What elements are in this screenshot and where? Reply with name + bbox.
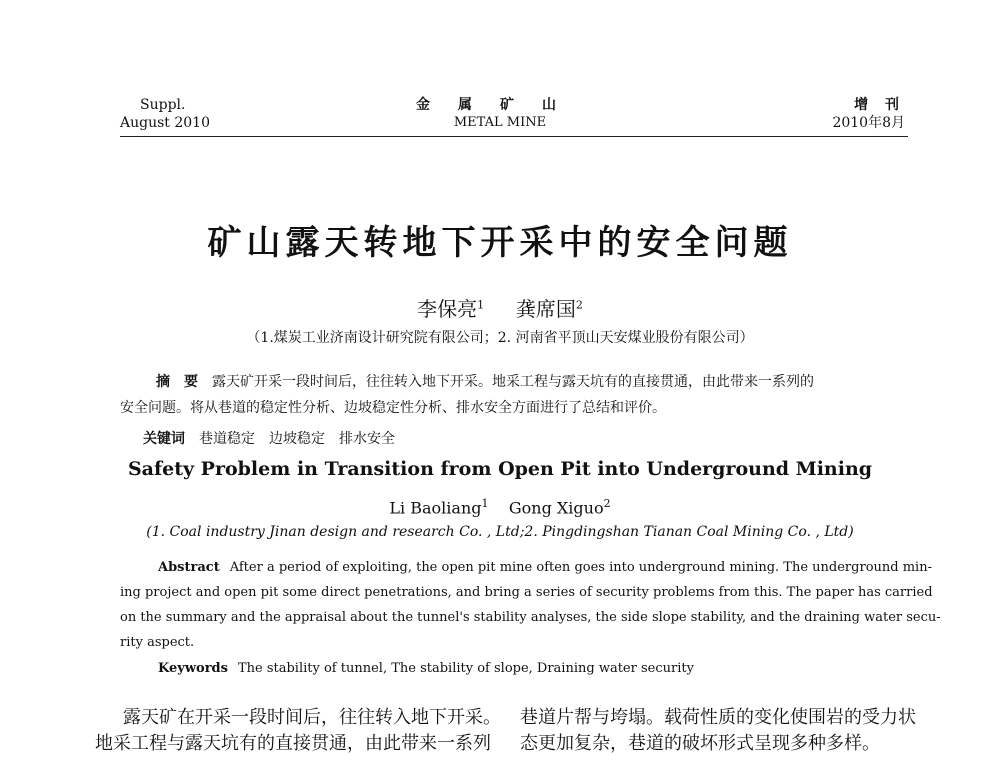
abstract-cn-line-1 [120, 372, 880, 392]
affiliation-en: (1. Coal industry Jinan design and research Co. , Ltd;2. Pingdingshan Tianan Coal Mining Co. , Ltd) [146, 524, 854, 540]
author-affiliation-mark: 2 [603, 497, 611, 510]
keywords-cn [143, 428, 395, 448]
author-affiliation-mark: 2 [575, 298, 583, 312]
author-name: 龚席国 [515, 297, 576, 321]
abstract-cn-label: 摘 要 [156, 374, 198, 390]
authors-en [0, 497, 1000, 517]
journal-name-en: METAL MINE [453, 115, 547, 130]
keywords-cn-text: 巷道稳定 边坡稳定 排水安全 [199, 431, 395, 447]
author-name-en: Gong Xiguo [508, 498, 604, 518]
abstract-en-line-4: rity aspect. [120, 635, 195, 650]
issue-date-en: August 2010 [120, 115, 210, 131]
abstract-en-text-1: After a period of exploiting, the open pit mine often goes into underground mining. The underground min- [229, 560, 932, 575]
paper-title-en: Safety Problem in Transition from Open Pit into Underground Mining [127, 458, 873, 480]
body-col1-line-2: 地采工程与露天坑有的直接贯通，由此带来一系列 [95, 733, 491, 754]
body-col2-line-1: 巷道片帮与垮塌。载荷性质的变化使围岩的受力状 [520, 707, 916, 728]
abstract-en-line-1 [158, 559, 932, 577]
journal-name-cn: 金属矿山 [416, 97, 584, 113]
header-rule [120, 136, 908, 137]
keywords-en-text: The stability of tunnel, The stability of slope, Draining water security [237, 661, 694, 676]
author-name-en: Li Baoliang [389, 498, 482, 518]
author-affiliation-mark: 1 [477, 298, 485, 312]
abstract-cn-line-2 [120, 398, 880, 418]
abstract-en-line-3: on the summary and the appraisal about the tunnel's stability analyses, the side slope stability, and the draining water secu- [120, 610, 941, 625]
body-col2-line-2: 态更加复杂，巷道的破坏形式呈现多种多样。 [520, 733, 880, 754]
keywords-cn-label: 关键词 [143, 431, 185, 447]
supplement-label-cn: 增 刊 [854, 97, 905, 113]
authors-cn [0, 293, 1000, 322]
keywords-en-label: Keywords [158, 661, 228, 676]
abstract-en-line-2: ing project and open pit some direct penetrations, and bring a series of security problems from this. The paper has carried [120, 585, 933, 600]
abstract-cn-text-2: 安全问题。将从巷道的稳定性分析、边坡稳定性分析、排水安全方面进行了总结和评价。 [120, 400, 666, 416]
header-right [832, 96, 905, 132]
body-col1-line-1: 露天矿在开采一段时间后，往往转入地下开采。 [123, 707, 501, 728]
keywords-en [158, 661, 694, 676]
issue-date-cn: 2010年8月 [832, 115, 905, 131]
supplement-label: Suppl. [140, 97, 186, 113]
author-affiliation-mark: 1 [481, 497, 489, 510]
affiliation-cn: （1.煤炭工业济南设计研究院有限公司；2. 河南省平顶山天安煤业股份有限公司） [246, 330, 754, 346]
author-name: 李保亮 [417, 297, 478, 321]
abstract-en-label: Abstract [158, 560, 220, 575]
abstract-cn-text-1: 露天矿开采一段时间后，往往转入地下开采。地采工程与露天坑有的直接贯通，由此带来一系列的 [212, 374, 814, 390]
paper-title-cn: 矿山露天转地下开采中的安全问题 [207, 223, 793, 263]
